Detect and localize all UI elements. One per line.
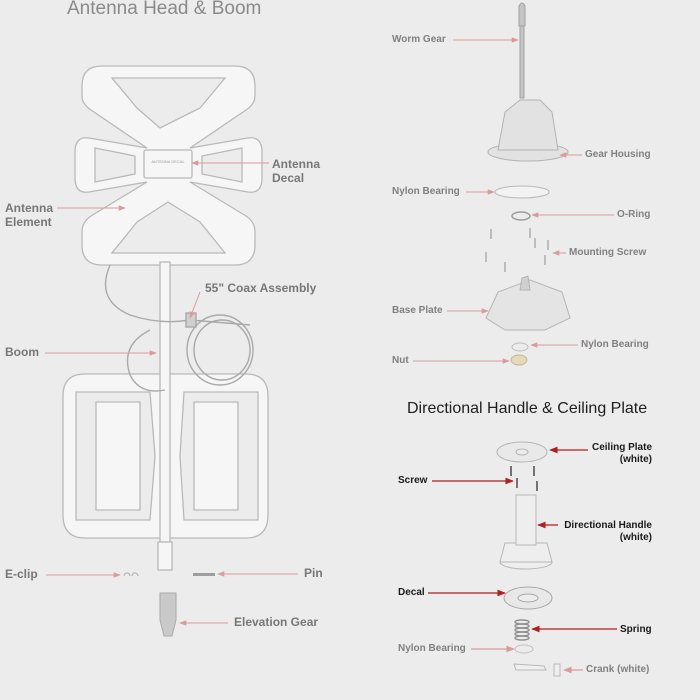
label-nylon-bearing-bottom: Nylon Bearing — [581, 339, 649, 350]
base-plate — [486, 276, 570, 330]
label-o-ring: O-Ring — [617, 209, 651, 220]
label-crank: Crank (white) — [586, 664, 650, 675]
label-directional-handle-line2: (white) — [619, 531, 652, 543]
label-nylon-bearing-handle: Nylon Bearing — [398, 643, 466, 654]
label-nut: Nut — [392, 355, 409, 366]
label-e-clip: E-clip — [5, 567, 38, 581]
section-title-antenna-head-boom: Antenna Head & Boom — [67, 0, 262, 19]
screws — [511, 466, 537, 491]
label-directional-handle-line1: Directional Handle — [564, 520, 652, 531]
label-coax-assembly: 55" Coax Assembly — [205, 281, 317, 295]
section-title-directional-handle: Directional Handle & Ceiling Plate — [407, 400, 648, 417]
label-antenna-decal — [272, 158, 320, 186]
mounting-screws — [486, 228, 548, 272]
e-clip — [124, 573, 138, 576]
decal-print: ANTENNA DECAL — [151, 159, 185, 164]
crank — [514, 664, 560, 676]
label-antenna-decal-line2: Decal — [272, 170, 305, 185]
label-antenna-element-line1: Antenna — [5, 201, 53, 215]
label-directional-handle — [550, 520, 652, 543]
label-antenna-element — [5, 202, 53, 230]
label-gear-housing: Gear Housing — [585, 149, 651, 160]
gear-housing — [488, 100, 568, 161]
label-decal: Decal — [398, 587, 425, 598]
label-ceiling-plate-line2: (white) — [619, 453, 652, 465]
o-ring — [512, 212, 530, 220]
decal-ring — [504, 587, 552, 609]
nylon-bearing-handle — [515, 645, 533, 653]
label-base-plate: Base Plate — [392, 305, 443, 316]
label-nylon-bearing-top: Nylon Bearing — [392, 186, 460, 197]
nut — [511, 355, 527, 365]
label-screw: Screw — [398, 475, 428, 486]
label-spring: Spring — [620, 624, 652, 635]
label-ceiling-plate-line1: Ceiling Plate — [591, 442, 652, 453]
directional-handle — [500, 495, 552, 569]
spring — [515, 620, 529, 640]
nylon-bearing-top — [495, 186, 549, 198]
ceiling-plate — [497, 442, 547, 462]
antenna-element-upper — [75, 66, 262, 265]
label-pin: Pin — [304, 566, 323, 580]
label-mounting-screw: Mounting Screw — [569, 247, 647, 258]
label-antenna-element-line2: Element — [5, 214, 52, 229]
pin — [193, 573, 215, 576]
label-worm-gear: Worm Gear — [392, 34, 446, 45]
label-boom: Boom — [5, 345, 39, 359]
boom — [158, 262, 172, 570]
elevation-gear — [160, 593, 176, 636]
worm-gear — [519, 3, 525, 98]
label-ceiling-plate — [582, 442, 652, 465]
label-antenna-decal-line1: Antenna — [272, 157, 320, 171]
label-elevation-gear: Elevation Gear — [234, 615, 319, 629]
nylon-bearing-bottom — [512, 343, 528, 351]
